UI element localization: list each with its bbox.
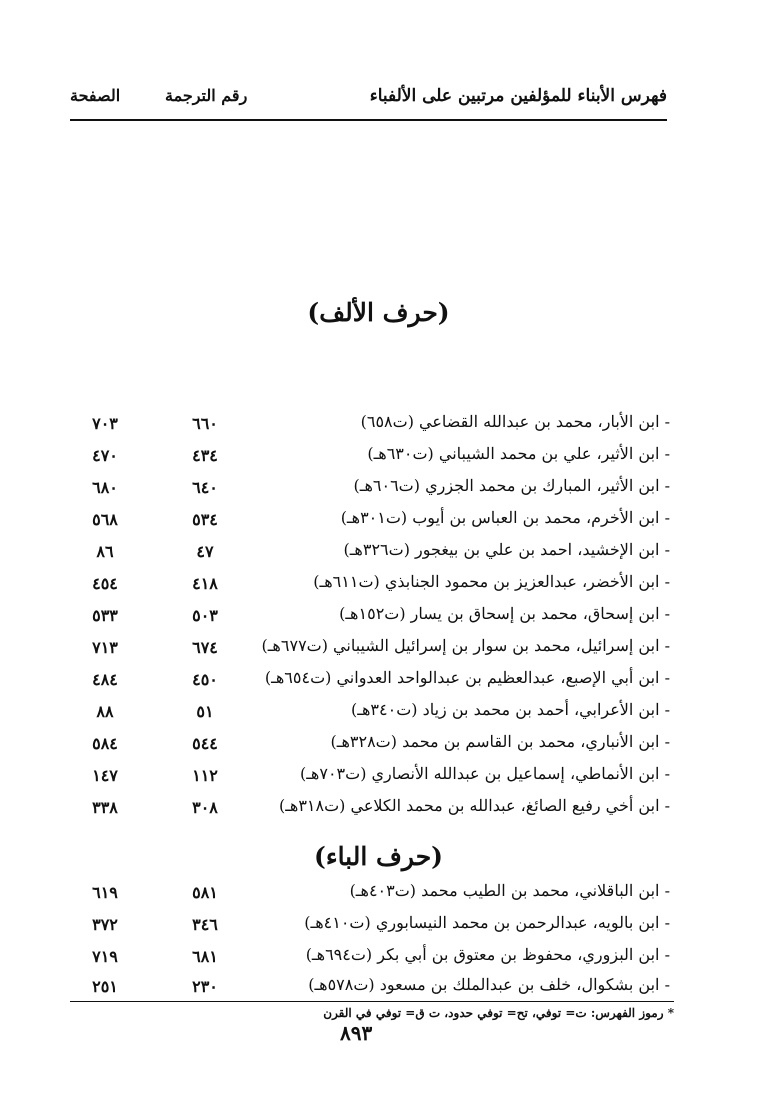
footnote-divider	[70, 1001, 674, 1002]
running-header	[70, 86, 667, 114]
entry-translation-number: ٦٦٠	[192, 414, 218, 433]
entry-name: - ابن بشكوال، خلف بن عبدالملك بن مسعود (ت٥٧٨هـ)	[308, 975, 670, 994]
index-entry	[70, 881, 670, 911]
entry-translation-number: ٤١٨	[192, 574, 218, 593]
header-translation-number: رقم الترجمة	[165, 86, 248, 105]
entry-name: - ابن أبي الإصبع، عبدالعظيم بن عبدالواحد العدواني (ت٦٥٤هـ)	[264, 668, 670, 687]
entry-translation-number: ٥١	[196, 702, 214, 721]
entry-name: - ابن الأنماطي، إسماعيل بن عبدالله الأنصاري (ت٧٠٣هـ)	[299, 764, 670, 783]
index-entry	[70, 668, 670, 698]
entry-page: ٤٧٠	[92, 446, 118, 465]
entry-page: ٣٣٨	[92, 798, 118, 817]
entry-page: ٤٨٤	[92, 670, 118, 689]
entry-translation-number: ٥٤٤	[192, 734, 218, 753]
entry-name: - ابن الأعرابي، أحمد بن محمد بن زياد (ت٣٤٠هـ)	[351, 700, 670, 719]
entry-translation-number: ٥٨١	[192, 883, 218, 902]
index-entry	[70, 796, 670, 826]
entry-page: ٦٨٠	[92, 478, 118, 497]
entry-translation-number: ٥٣٤	[192, 510, 218, 529]
entry-page: ١٤٧	[92, 766, 118, 785]
entry-name: - ابن البزوري، محفوظ بن معتوق بن أبي بكر (ت٦٩٤هـ)	[305, 945, 670, 964]
entry-page: ٥٣٣	[92, 606, 118, 625]
entry-page: ٤٥٤	[92, 574, 118, 593]
entry-translation-number: ٦٤٠	[192, 478, 218, 497]
entry-page: ٧٠٣	[92, 414, 118, 433]
entry-translation-number: ٤٣٤	[192, 446, 218, 465]
entry-name: - ابن الأخرم، محمد بن العباس بن أيوب (ت٣٠١هـ)	[340, 508, 670, 527]
entry-name: - ابن الأخضر، عبدالعزيز بن محمود الجنابذي (ت٦١١هـ)	[313, 572, 670, 591]
header-divider	[70, 119, 667, 121]
entry-translation-number: ٢٣٠	[192, 977, 218, 996]
index-entry	[70, 604, 670, 634]
footnote: * رموز الفهرس: ت= توفي، تح= توفي حدود، ت ق= توفي في القرن	[323, 1006, 674, 1020]
index-entry	[70, 444, 670, 474]
index-entry	[70, 572, 670, 602]
entry-page: ٣٧٢	[92, 915, 118, 934]
entry-page: ٢٥١	[92, 977, 118, 996]
entry-page: ٥٨٤	[92, 734, 118, 753]
header-page: الصفحة	[70, 86, 121, 105]
entry-name: - ابن الباقلاني، محمد بن الطيب محمد (ت٤٠٣هـ)	[349, 881, 670, 900]
entry-page: ٨٦	[96, 542, 114, 561]
index-entry	[70, 945, 670, 975]
header-title: فهرس الأبناء للمؤلفين مرتبين على الألفباء	[369, 86, 667, 106]
entry-translation-number: ٣٠٨	[192, 798, 218, 817]
entry-name: - ابن الأبار، محمد بن عبدالله القضاعي (ت٦٥٨)	[360, 412, 670, 431]
entry-name: - ابن الإخشيد، احمد بن علي بن بيغجور (ت٣٢٦هـ)	[343, 540, 670, 559]
index-entry	[70, 700, 670, 730]
entry-page: ٧١٩	[92, 947, 118, 966]
entry-translation-number: ١١٢	[192, 766, 218, 785]
entry-translation-number: ٤٧	[196, 542, 214, 561]
entry-page: ٦١٩	[92, 883, 118, 902]
entry-name: - ابن بالويه، عبدالرحمن بن محمد النيسابوري (ت٤١٠هـ)	[304, 913, 670, 932]
entry-page: ٥٦٨	[92, 510, 118, 529]
section-title-ba: (حرف الباء)	[313, 842, 443, 871]
index-entry	[70, 508, 670, 538]
entry-page: ٧١٣	[92, 638, 118, 657]
entry-name: - ابن أخي رفيع الصائغ، عبدالله بن محمد الكلاعي (ت٣١٨هـ)	[278, 796, 670, 815]
entry-name: - ابن إسرائيل، محمد بن سوار بن إسرائيل الشيباني (ت٦٧٧هـ)	[261, 636, 670, 655]
entry-translation-number: ٤٥٠	[192, 670, 218, 689]
index-entry	[70, 540, 670, 570]
entry-name: - ابن الأثير، المبارك بن محمد الجزري (ت٦٠٦هـ)	[353, 476, 670, 495]
entry-translation-number: ٦٧٤	[192, 638, 218, 657]
index-entry	[70, 764, 670, 794]
entry-page: ٨٨	[96, 702, 114, 721]
entry-translation-number: ٥٠٣	[192, 606, 218, 625]
index-entry	[70, 732, 670, 762]
index-entry	[70, 636, 670, 666]
entry-translation-number: ٣٤٦	[192, 915, 218, 934]
entry-translation-number: ٦٨١	[192, 947, 218, 966]
entry-name: - ابن الأنباري، محمد بن القاسم بن محمد (ت٣٢٨هـ)	[330, 732, 670, 751]
section-title-alif: (حرف الألف)	[307, 298, 450, 327]
index-entry	[70, 913, 670, 943]
index-entry	[70, 412, 670, 442]
index-entry	[70, 476, 670, 506]
entry-name: - ابن إسحاق، محمد بن إسحاق بن يسار (ت١٥٢هـ)	[339, 604, 670, 623]
page-number: ٨٩٣	[340, 1021, 373, 1045]
entry-name: - ابن الأثير، علي بن محمد الشيباني (ت٦٣٠هـ)	[367, 444, 670, 463]
